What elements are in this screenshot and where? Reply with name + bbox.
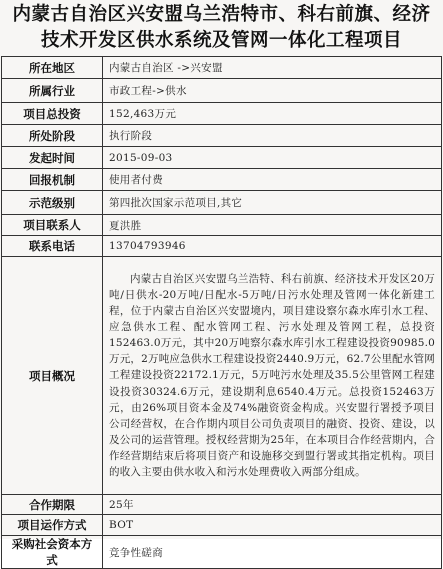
row-value: 2015-09-03 <box>103 147 442 169</box>
row-label: 所属行业 <box>2 79 103 103</box>
row-label: 项目概况 <box>2 257 103 495</box>
row-value: 13704793946 <box>103 236 442 257</box>
row-value: 市政工程->供水 <box>103 79 442 103</box>
table-row-launch-date <box>2 147 442 169</box>
table-row-cooperation-period <box>2 495 442 515</box>
row-label: 联系电话 <box>2 236 103 257</box>
row-value: 执行阶段 <box>103 125 442 147</box>
row-label: 所处阶段 <box>2 125 103 147</box>
row-value: 夏洪胜 <box>103 215 442 236</box>
row-label: 发起时间 <box>2 147 103 169</box>
row-label: 项目联系人 <box>2 215 103 236</box>
row-value: 内蒙古自治区 ->兴安盟 <box>103 57 442 79</box>
row-label: 回报机制 <box>2 169 103 191</box>
table-row-demo-level <box>2 191 442 215</box>
row-label: 项目总投资 <box>2 103 103 125</box>
project-overview-text: 内蒙古自治区兴安盟乌兰浩特、科右前旗、经济技术开发区20万吨/日供水-20万吨/日配水-5万吨/日污水处理及管网一体化新建工程，位于内蒙古自治区兴安盟境内，项目建设察尔森水库引水工程、应急供水工程、配水管网工程、污水处理及管网工程，总投资152463.0万元，其中20万吨察尔森水库引水工程建设投资90985.0万元，2万吨应急供水工程建设投资2440.9万元，62.7公里配水管网工程建设投资22172.1万元，5万吨污水处理及35.5公里管网工程建设投资30324.6万元，建设期利息6540.4万元。总投资152463万元，由26%项目资本金及74%融资资金构成。兴安盟行署授予项目公司经营权，在合作期内项目公司负责项目的融资、投资、建设，以及公司的运营管理。授权经营期为25年，在本项目合作经营期内，合作经营期结束后将项目资产和设施移交到盟行署或其指定机构。项目的收入主要由供水收入和污水处理费收入两部分组成。 <box>103 257 442 495</box>
table-row-return-mechanism <box>2 169 442 191</box>
table-row-total-investment <box>2 103 442 125</box>
row-label: 合作期限 <box>2 495 103 515</box>
table-row-stage <box>2 125 442 147</box>
row-label: 示范级别 <box>2 191 103 215</box>
row-value: 竞争性磋商 <box>103 536 442 569</box>
table-row-industry <box>2 79 442 103</box>
table-row-contact-person <box>2 215 442 236</box>
page-title: 内蒙古自治区兴安盟乌兰浩特市、科右前旗、经济技术开发区供水系统及管网一体化工程项目 <box>12 4 431 51</box>
table-row-operation-mode <box>2 515 442 536</box>
project-info-table <box>1 56 442 569</box>
row-label: 采购社会资本方式 <box>2 536 103 569</box>
table-row-procurement-method <box>2 536 442 569</box>
row-label: 项目运作方式 <box>2 515 103 536</box>
table-row-phone <box>2 236 442 257</box>
row-value: 152,463万元 <box>103 103 442 125</box>
table-row-location <box>2 57 442 79</box>
row-value: 使用者付费 <box>103 169 442 191</box>
row-value: 第四批次国家示范项目,其它 <box>103 191 442 215</box>
row-label: 所在地区 <box>2 57 103 79</box>
row-value: 25年 <box>103 495 442 515</box>
row-value: BOT <box>103 515 442 536</box>
table-row-overview <box>2 257 442 495</box>
